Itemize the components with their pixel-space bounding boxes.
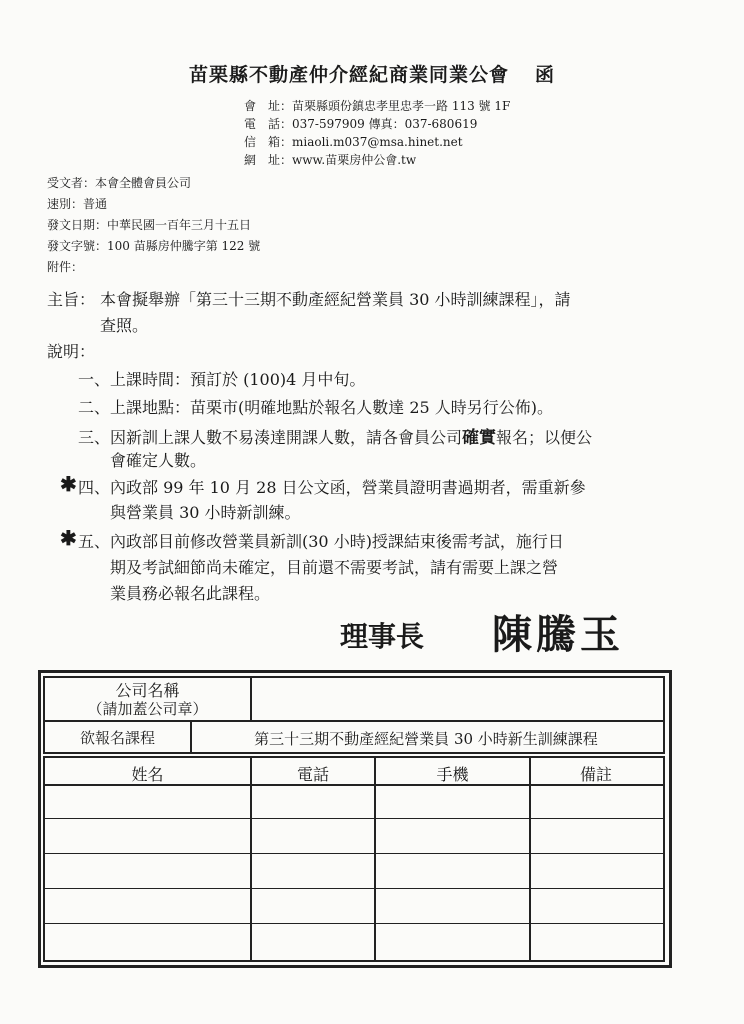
explanation-label: 說明： bbox=[47, 342, 96, 361]
column-header-name: 姓名 bbox=[131, 765, 164, 784]
divider bbox=[529, 758, 531, 960]
asterisk-icon: ✱ bbox=[60, 526, 77, 550]
divider bbox=[374, 758, 376, 960]
meta-date: 發文日期：中華民國一百年三月十五日 bbox=[47, 218, 252, 232]
column-header-remarks: 備註 bbox=[579, 765, 612, 784]
column-header-phone: 電話 bbox=[296, 765, 329, 784]
attendee-table bbox=[43, 756, 665, 962]
item-3-cont: 會確定人數。 bbox=[110, 451, 207, 470]
divider bbox=[43, 720, 663, 722]
subject-text: 本會擬舉辦「第三十三期不動產經紀營業員 30 小時訓練課程」，請 bbox=[100, 290, 571, 309]
chairman-name: 陳騰玉 bbox=[492, 611, 624, 658]
course-label: 欲報名課程 bbox=[79, 729, 155, 747]
document-type: 函 bbox=[535, 64, 556, 86]
divider bbox=[43, 853, 663, 854]
course-name: 第三十三期不動產經紀營業員 30 小時新生訓練課程 bbox=[254, 730, 598, 748]
emphasis-text: 確實 bbox=[462, 428, 497, 448]
contact-address: 會 址：苗栗縣頭份鎮忠孝里忠孝一路 113 號 1F bbox=[244, 99, 511, 113]
company-stamp-note: （請加蓋公司章） bbox=[87, 700, 208, 718]
contact-phone: 電 話：037-597909 傳真：037-680619 bbox=[244, 117, 478, 131]
meta-number: 發文字號：100 苗縣房仲騰字第 122 號 bbox=[47, 239, 261, 253]
item-4: 四、內政部 99 年 10 月 28 日公文函，營業員證明書過期者，需重新參 bbox=[78, 478, 586, 497]
contact-website: 網 址：www.苗栗房仲公會.tw bbox=[244, 153, 417, 167]
meta-priority: 速別：普通 bbox=[47, 197, 108, 211]
meta-attachment: 附件： bbox=[47, 260, 84, 274]
asterisk-icon: ✱ bbox=[60, 472, 77, 496]
divider bbox=[43, 888, 663, 889]
item-3: 三、因新訓上課人數不易湊達開課人數，請各會員公司確實報名；以便公 bbox=[78, 428, 593, 448]
divider bbox=[43, 923, 663, 924]
company-name-label: 公司名稱 bbox=[115, 681, 180, 700]
item-2: 二、上課地點：苗栗市(明確地點於報名人數達 25 人時另行公佈)。 bbox=[78, 398, 554, 417]
item-1: 一、上課時間：預訂於 (100)4 月中旬。 bbox=[78, 370, 366, 389]
divider bbox=[43, 818, 663, 819]
letterhead-title: 苗栗縣不動產仲介經紀商業同業公會 函 bbox=[188, 64, 556, 86]
contact-email: 信 箱：miaoli.m037@msa.hinet.net bbox=[244, 135, 463, 149]
meta-recipient: 受文者：本會全體會員公司 bbox=[47, 176, 192, 190]
item-4-cont: 與營業員 30 小時新訓練。 bbox=[110, 503, 301, 522]
company-name-field[interactable] bbox=[252, 678, 660, 718]
item-5-cont2: 業員務必報名此課程。 bbox=[110, 584, 271, 603]
chairman-title: 理事長 bbox=[340, 620, 425, 653]
subject-text-cont: 查照。 bbox=[100, 316, 149, 335]
subject-label: 主旨： bbox=[47, 290, 96, 309]
column-header-mobile: 手機 bbox=[436, 765, 469, 784]
item-5: 五、內政部目前修改營業員新訓(30 小時)授課結束後需考試，施行日 bbox=[78, 532, 564, 551]
divider bbox=[250, 758, 252, 960]
item-5-cont: 期及考試細節尚未確定，目前還不需要考試，請有需要上課之營 bbox=[110, 558, 559, 577]
